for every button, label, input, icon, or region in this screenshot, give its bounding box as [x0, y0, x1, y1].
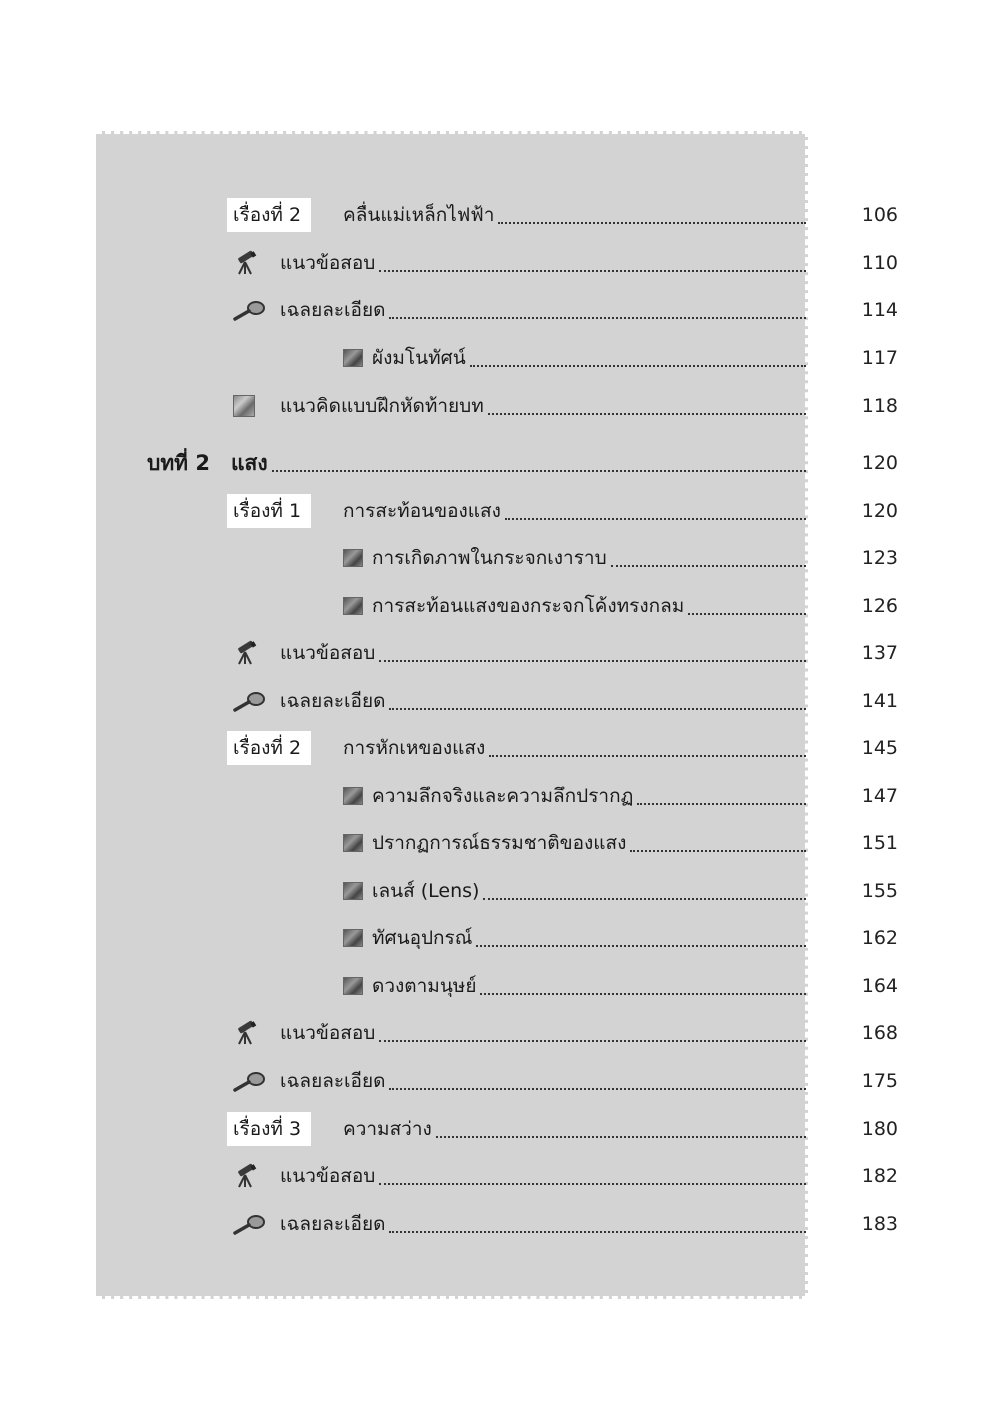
dot-leader	[489, 755, 806, 757]
toc-entry[interactable]	[0, 1064, 992, 1100]
topic-badge: เรื่องที่ 3	[227, 1112, 311, 1146]
topic-badge: เรื่องที่ 2	[227, 198, 311, 232]
image-icon	[343, 349, 363, 367]
toc-entry[interactable]	[0, 826, 992, 862]
toc-entry[interactable]	[0, 1207, 992, 1243]
dot-leader	[505, 518, 806, 520]
page-number: 164	[861, 975, 898, 997]
topic-badge: เรื่องที่ 2	[227, 731, 311, 765]
entry-title: แนวข้อสอบ	[280, 1022, 376, 1044]
page-number: 151	[861, 832, 898, 854]
dot-leader	[379, 1040, 806, 1042]
dot-leader	[498, 222, 806, 224]
image-icon	[343, 929, 363, 947]
magnifier-icon	[232, 1071, 266, 1093]
entry-title: เฉลยละเอียด	[280, 1213, 386, 1235]
entry-title: เลนส์ (Lens)	[372, 880, 480, 902]
toc-entry[interactable]	[0, 1112, 992, 1148]
page-number: 137	[861, 642, 898, 664]
entry-title: ความสว่าง	[343, 1118, 432, 1140]
toc-entry[interactable]	[0, 731, 992, 767]
image-icon	[343, 834, 363, 852]
magnifier-icon	[232, 691, 266, 713]
entry-title: ทัศนอุปกรณ์	[372, 927, 473, 949]
page-number: 114	[861, 299, 898, 321]
page-number: 183	[861, 1213, 898, 1235]
page-number: 126	[861, 595, 898, 617]
toc-entry[interactable]	[0, 341, 992, 377]
toc-entry[interactable]	[0, 779, 992, 815]
entry-title: แนวข้อสอบ	[280, 1165, 376, 1187]
page-number: 155	[861, 880, 898, 902]
entry-title: เฉลยละเอียด	[280, 299, 386, 321]
entry-title: การเกิดภาพในกระจกเงาราบ	[372, 547, 607, 569]
dot-leader	[389, 317, 806, 319]
page-number: 117	[861, 347, 898, 369]
toc-entry[interactable]	[0, 293, 992, 329]
toc-entry[interactable]	[0, 198, 992, 234]
page-number: 110	[861, 252, 898, 274]
toc-entry[interactable]	[0, 636, 992, 672]
entry-title: การสะท้อนแสงของกระจกโค้งทรงกลม	[372, 595, 685, 617]
dot-leader	[688, 613, 806, 615]
page-number: 123	[861, 547, 898, 569]
entry-title: แนวคิดแบบฝึกหัดท้ายบท	[280, 395, 484, 417]
entry-title: การหักเหของแสง	[343, 737, 486, 759]
entry-title: คลื่นแม่เหล็กไฟฟ้า	[343, 204, 495, 226]
toc-entry[interactable]	[0, 446, 992, 482]
entry-title: เฉลยละเอียด	[280, 690, 386, 712]
page-number: 162	[861, 927, 898, 949]
page-number: 175	[861, 1070, 898, 1092]
toc-entry[interactable]	[0, 246, 992, 282]
entry-title: แนวข้อสอบ	[280, 252, 376, 274]
entry-title: ความลึกจริงและความลึกปรากฏ	[372, 785, 634, 807]
dot-leader	[480, 993, 806, 995]
dot-leader	[483, 898, 806, 900]
entry-title: แนวข้อสอบ	[280, 642, 376, 664]
toc-entry[interactable]	[0, 874, 992, 910]
toc-entry[interactable]	[0, 921, 992, 957]
page-number: 145	[861, 737, 898, 759]
image-icon	[343, 597, 363, 615]
toc-entry[interactable]	[0, 969, 992, 1005]
telescope-icon	[233, 640, 259, 666]
telescope-icon	[233, 250, 259, 276]
telescope-icon	[233, 1020, 259, 1046]
page-number: 118	[861, 395, 898, 417]
chapter-number: บทที่ 2	[147, 451, 210, 475]
dot-leader	[637, 803, 806, 805]
page-number: 147	[861, 785, 898, 807]
dot-leader	[611, 565, 806, 567]
topic-badge: เรื่องที่ 1	[227, 494, 311, 528]
dot-leader	[436, 1136, 806, 1138]
toc-entry[interactable]	[0, 494, 992, 530]
page-number: 141	[861, 690, 898, 712]
dot-leader	[470, 365, 806, 367]
page-number: 182	[861, 1165, 898, 1187]
entry-title: ดวงตามนุษย์	[372, 975, 477, 997]
dot-leader	[272, 470, 806, 472]
dot-leader	[379, 270, 806, 272]
toc-entry[interactable]	[0, 389, 992, 425]
dot-leader	[389, 708, 806, 710]
page-number: 106	[861, 204, 898, 226]
page-number: 168	[861, 1022, 898, 1044]
image-icon	[343, 977, 363, 995]
entry-title: ปรากฏการณ์ธรรมชาติของแสง	[372, 832, 627, 854]
dot-leader	[630, 850, 806, 852]
chapter-title: แสง	[231, 451, 268, 475]
page-number: 180	[861, 1118, 898, 1140]
toc-entry[interactable]	[0, 684, 992, 720]
image-icon	[343, 787, 363, 805]
entry-title: การสะท้อนของแสง	[343, 500, 501, 522]
entry-title: เฉลยละเอียด	[280, 1070, 386, 1092]
dot-leader	[379, 1183, 806, 1185]
dot-leader	[389, 1088, 806, 1090]
image-icon	[343, 882, 363, 900]
dot-leader	[476, 945, 806, 947]
dot-leader	[488, 413, 806, 415]
toc-entry[interactable]	[0, 1159, 992, 1195]
image-icon	[343, 549, 363, 567]
entry-title: ผังมโนทัศน์	[372, 347, 466, 369]
magnifier-icon	[232, 1214, 266, 1236]
magnifier-icon	[232, 300, 266, 322]
toc-entry[interactable]	[0, 1016, 992, 1052]
toc-entry[interactable]	[0, 541, 992, 577]
page-number: 120	[861, 452, 898, 474]
telescope-icon	[233, 1163, 259, 1189]
photo-icon	[233, 395, 255, 417]
toc-entry[interactable]	[0, 589, 992, 625]
page-number: 120	[861, 500, 898, 522]
dot-leader	[389, 1231, 806, 1233]
dot-leader	[379, 660, 806, 662]
